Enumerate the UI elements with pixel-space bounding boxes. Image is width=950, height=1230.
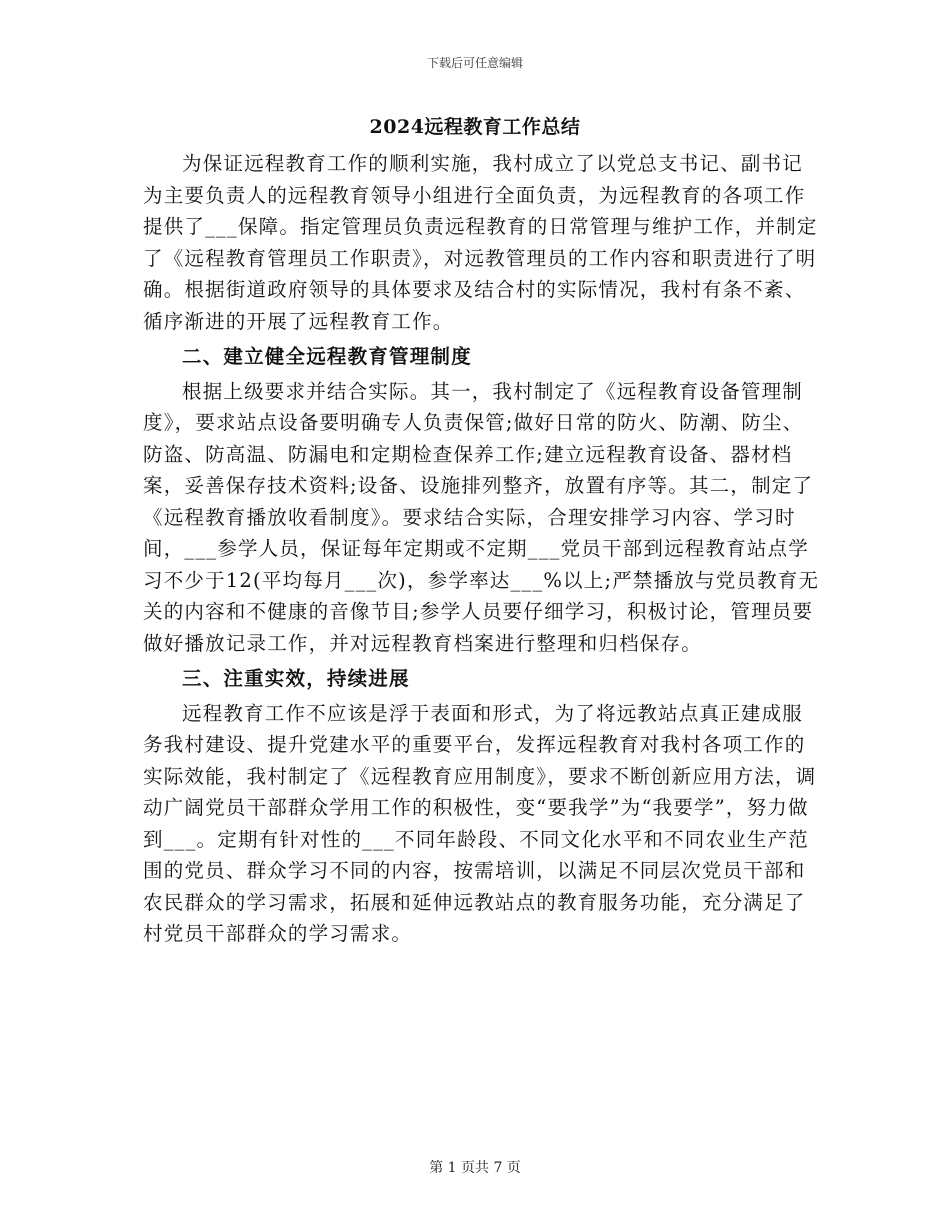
page-header: 下载后可任意编辑 bbox=[426, 56, 523, 70]
section-2-paragraph: 根据上级要求并结合实际。其一，我村制定了《远程教育设备管理制度》，要求站点设备要明确专人负责保管;做好日常的防火、防潮、防尘、防盗、防高温、防漏电和定期检查保养工作;建立远程教育设备、器材档案，妥善保存技术资料;设备、设施排列整齐，放置有序等。其二，制定了《远程教育播放收看制度》。要求结合实际，合理安排学习内容、学习时间，___参学人员，保证每年定期或不定期___党员干部到远程教育站点学习不少于12(平均每月___次)，参学率达___%以上;严禁播放与党员教育无关的内容和不健康的音像节目;参学人员要仔细学习，积极讨论，管理员要做好播放记录工作，并对远程教育档案进行整理和归档保存。 bbox=[143, 379, 820, 655]
document-body bbox=[143, 148, 823, 950]
document-title: 2024远程教育工作总结 bbox=[369, 116, 581, 138]
page-number: 第 1 页共 7 页 bbox=[429, 1160, 521, 1176]
section-2-heading: 二、建立健全远程教育管理制度 bbox=[182, 345, 472, 368]
section-3-paragraph: 远程教育工作不应该是浮于表面和形式，为了将远教站点真正建成服务我村建设、提升党建水平的重要平台，发挥远程教育对我村各项工作的实际效能，我村制定了《远程教育应用制度》，要求不断创新应用方法，调动广阔党员干部群众学用工作的积极性，变“要我学”为“我要学”，努力做到___。定期有针对性的___不同年龄段、不同文化水平和不同农业生产范围的党员、群众学习不同的内容，按需培训，以满足不同层次党员干部和农民群众的学习需求，拓展和延伸远教站点的教育服务功能，充分满足了村党员干部群众的学习需求。 bbox=[143, 701, 817, 945]
section-3-heading: 三、注重实效，持续进展 bbox=[182, 667, 410, 690]
intro-paragraph: 为保证远程教育工作的顺利实施，我村成立了以党总支书记、副书记为主要负责人的远程教育领导小组进行全面负责，为远程教育的各项工作提供了___保障。指定管理员负责远程教育的日常管理与维护工作，并制定了《远程教育管理员工作职责》，对远教管理员的工作内容和职责进行了明确。根据街道政府领导的具体要求及结合村的实际情况，我村有条不紊、循序渐进的开展了远程教育工作。 bbox=[143, 152, 818, 333]
